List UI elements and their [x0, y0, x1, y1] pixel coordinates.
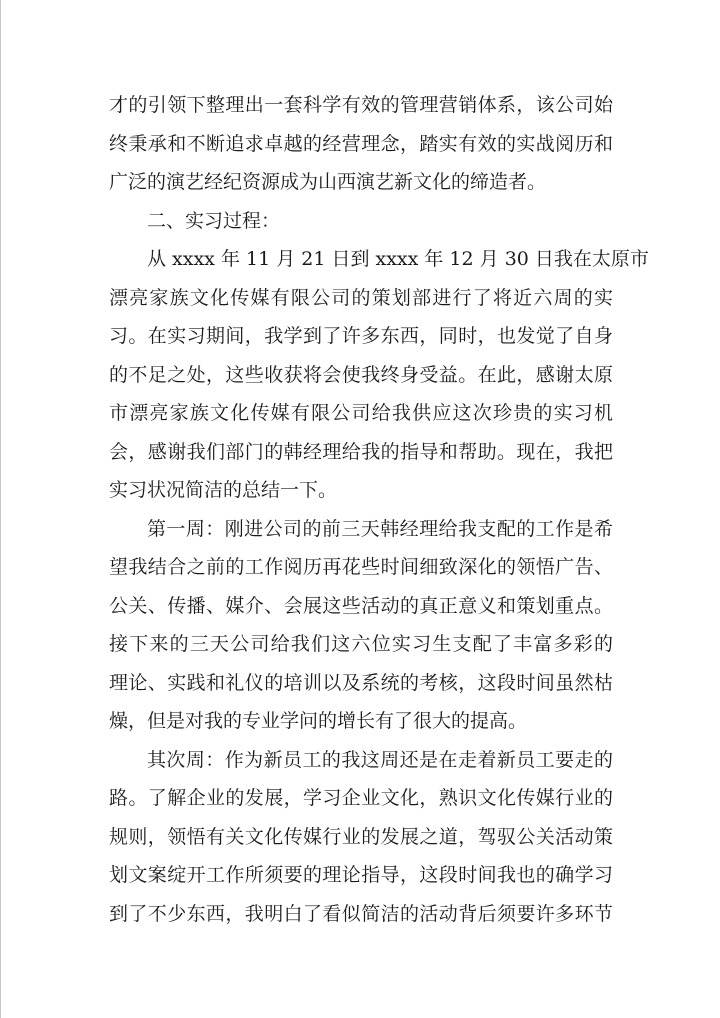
text-line: 到了不少东西，我明白了看似简洁的活动背后须要许多环节	[109, 902, 613, 925]
text-line: 理论、实践和礼仪的培训以及系统的考核，这段时间虽然枯	[109, 671, 613, 694]
text-line: 实习状况简洁的总结一下。	[109, 479, 338, 501]
text-line: 划文案绽开工作所须要的理论指导，这段时间我也的确学习	[109, 864, 613, 886]
text-line: 习。在实习期间，我学到了许多东西，同时，也发觉了自身	[109, 325, 613, 347]
text-line: 接下来的三天公司给我们这六位实习生支配了丰富多彩的	[109, 633, 613, 655]
text-line: 第一周：刚进公司的前三天韩经理给我支配的工作是希	[147, 517, 613, 540]
paragraph-week-one	[109, 510, 613, 741]
text-line: 公关、传播、媒介、会展这些活动的真正意义和策划重点。	[109, 594, 613, 617]
text-line: 的不足之处，这些收获将会使我终身受益。在此，感谢太原	[109, 363, 613, 386]
document-body	[109, 86, 649, 933]
text-line: 从 xxxx 年 11 月 21 日到 xxxx 年 12 月 30 日我在太原市	[147, 248, 649, 270]
text-line: 终秉承和不断追求卓越的经营理念，踏实有效的实战阅历和	[109, 132, 613, 155]
section-heading	[109, 202, 613, 241]
text-line: 漂亮家族文化传媒有限公司的策划部进行了将近六周的实	[109, 286, 613, 309]
text-line: 市漂亮家族文化传媒有限公司给我供应这次珍贵的实习机	[109, 402, 613, 424]
paragraph-internship-overview	[109, 240, 649, 510]
text-line: 会，感谢我们部门的韩经理给我的指导和帮助。现在，我把	[109, 440, 613, 463]
text-line: 路。了解企业的发展，学习企业文化，熟识文化传媒行业的	[109, 787, 613, 809]
section-heading-text: 二、实习过程：	[147, 209, 281, 232]
text-line: 望我结合之前的工作阅历再花些时间细致深化的领悟广告、	[109, 556, 613, 578]
text-line: 燥，但是对我的专业学问的增长有了很大的提高。	[109, 710, 528, 732]
paragraph-week-two	[109, 741, 613, 934]
text-line: 其次周：作为新员工的我这周还是在走着新员工要走的	[147, 748, 613, 771]
text-line: 广泛的演艺经纪资源成为山西演艺新文化的缔造者。	[109, 171, 547, 193]
paragraph-company-intro	[109, 86, 613, 202]
text-line: 才的引领下整理出一套科学有效的管理营销体系，该公司始	[109, 94, 613, 116]
text-line: 规则，领悟有关文化传媒行业的发展之道，驾驭公关活动策	[109, 825, 613, 848]
